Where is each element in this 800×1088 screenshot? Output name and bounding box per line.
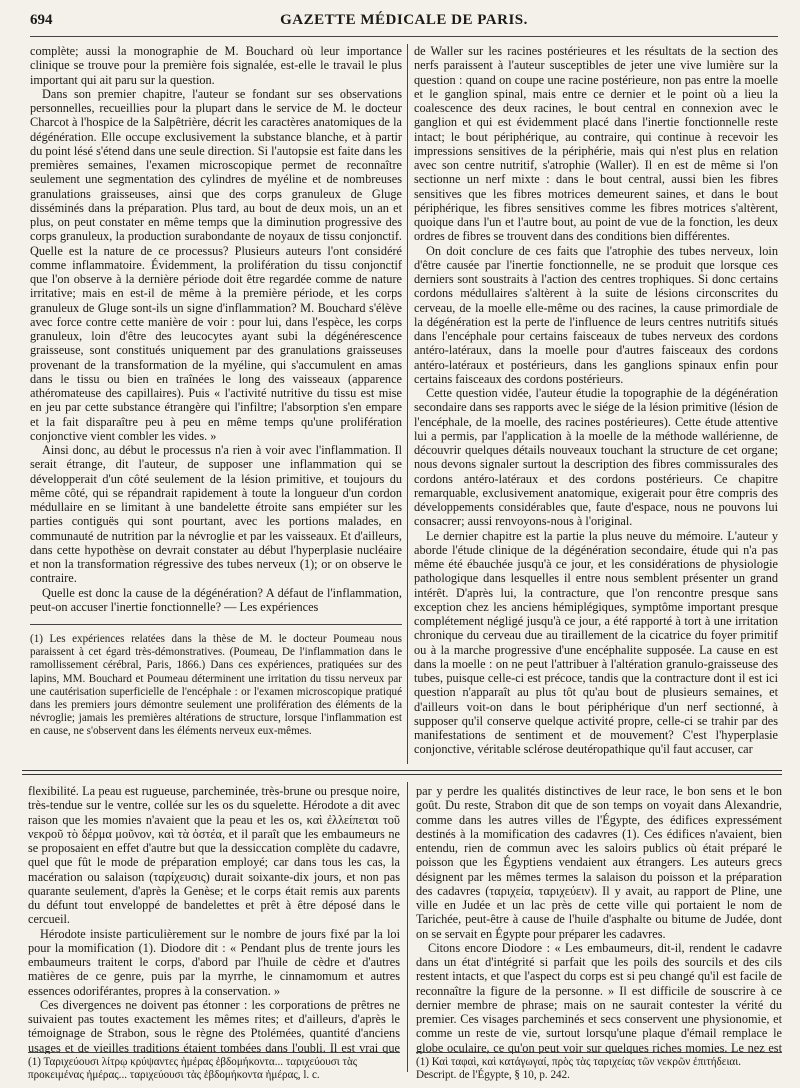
paragraph: Ces divergences ne doivent pas étonner : les corporations de prêtres ne suivaient pas toutes exactement les mêmes rites; et d'ailleurs, d'après le témoignage de Strabon, sous le règne des Ptolémées, quantité d'anciens usages et de vieilles traditions étaient tombées dans l'oubli. Il est vrai que [28, 997, 400, 1054]
article-column-top-left [30, 44, 402, 766]
paragraph: complète; aussi la monographie de M. Bouchard où leur importance clinique se trouve pour la première fois signalée, est-elle le travail le plus important qui ait paru sur la question. [30, 44, 402, 87]
footnote: (1) Les expériences relatées dans la thèse de M. le docteur Poumeau nous paraissent à cet égard très-démonstratives. (Poumeau, De l'inflammation dans le ramollissement cérébral, Paris, 1866.) Dans ces expériences, pratiquées sur des lapins, MM. Bouchard et Poumeau déterminent une irritation du tissu nerveux par une cautérisation superficielle de l'encéphale : or l'examen microscopique pratiqué dans les premiers jours démontre seulement une prolifération des éléments de la névroglie; jamais les premières altérations de structure, lorsque l'inflammation est en cause, ne s'observent dans les éléments nerveux eux-mêmes. [30, 624, 402, 739]
column-divider-bottom [407, 782, 408, 1072]
paragraph: Quelle est donc la cause de la dégénération? A défaut de l'inflammation, peut-on accuser l'inertie fonctionnelle? — Les expériences [30, 585, 402, 614]
paragraph: par y perdre les qualités distinctives de leur race, le bon sens et le bon goût. Du reste, Strabon dit que de son temps on voyait dans Alexandrie, comme dans les autres villes de l'Égypte, des édifices expressément destinés à la momification des cadavres (1). Ces édifices n'avaient, bien entendu, rien de commun avec les saloirs publics où était préparé le poisson que les Égyptiens vendaient aux étrangers. Les auteurs grecs désignent par les mêmes termes la salaison du poisson et la préparation des cadavres (ταριχεία, ταριχεύειν). Il y avait, au rapport de Pline, une ville en Judée et un lac près de cette ville qui portaient le nom de Tarichée, peut-être à cause de l'huile d'asphalte ou bitume de Judée, dont on se servait en Égypte pour préparer les cadavres. [416, 784, 782, 941]
feuilleton-column-right [416, 784, 782, 1054]
page-header [30, 12, 778, 37]
paragraph: flexibilité. La peau est rugueuse, parcheminée, très-brune ou presque noire, très-tendue sur le ventre, collée sur les os du squelette. Hérodote a dit avec raison que les momies n'avaient que la peau et les os, καὶ ἐλλείπεται τοῦ νεκροῦ τὸ δέρμα μοῦνον, καὶ τὰ ὀστέα, et il paraît que les embaumeurs ne se proposaient en effet d'autre but que la dessiccation complète du cadavre, quel que fût le mode de préparation employé; car dans tous les cas, la macération ou salaison (ταρίχευσις) durait soixante-dix jours, et non pas quarante seulement, d'après la Genèse; et le corps était remis aux parents du défunt tout enveloppé de bandelettes et prêt à être déposé dans le cercueil. [28, 784, 400, 927]
paragraph: Ainsi donc, au début le processus n'a rien à voir avec l'inflammation. Il serait étrange, dit l'auteur, de supposer une inflammation qui se développerait d'un côté seulement de la lésion primitive, et toujours du même côté, qui se répandrait rapidement à toute la longueur d'un cordon médullaire en se limitant à une bandelette étroite sans empiéter sur les parties contiguës qui sont pourtant, avec les portions malades, en communauté de nutrition par la névroglie et par les vaisseaux. Et d'ailleurs, dans cette hypothèse on devrait constater au début l'hyperplasie nucléaire et non la transformation régressive des tubes nerveux (1); or on observe le contraire. [30, 443, 402, 586]
paragraph: Le dernier chapitre est la partie la plus neuve du mémoire. L'auteur y aborde l'étude clinique de la dégénération secondaire, étude qui n'a pas même été ébauchée jusqu'à ce jour, et les considérations de physiologie pathologique dans lesquelles il entre nous semblent présenter un grand intérêt. D'après lui, la contracture, que l'on rencontre presque sans exception chez les anciens hémiplégiques, symptôme important presque complétement négligé jusqu'à ce jour, a été rapporté à tort à une irritation chronique du cerveau due au tiraillement de la cicatrice du foyer primitif ou à la marche progressive d'une encéphalite supposée. La cause en est dans la moelle : on ne peut l'attribuer à l'altération granulo-graisseuse des tubes, puisque celle-ci est précoce, tandis que la contracture dont il est ici question n'apparaît au plus tôt qu'au bout de plusieurs semaines, et d'ailleurs voit-on dans le bout périphérique d'un nerf sectionné, à supposer qu'il conserve quelque activité propre, celle-ci se trahir par des manifestations de sentiment et de mouvement? C'est l'hyperplasie conjonctive, véritable sclérose deutéropathique qu'il faut accuser, car [414, 528, 778, 757]
paragraph: Cette question vidée, l'auteur étudie la topographie de la dégénération secondaire dans ses rapports avec le siége de la lésion primitive (lésion de l'encéphale, de la moelle, des racines postérieures). Cette étude attentive lui a permis, par l'application à la moelle de la méthode wallérienne, de découvrir quelques détails nouveaux touchant la structure de cet organe; nous devons signaler surtout la description des fibres commissurales des cordons antéro-latéraux et des cordons postérieurs. Ce chapitre remarquable, exclusivement anatomique, exigerait pour être compris des développements considérables que, faute d'espace, nous ne pouvons lui consacrer; aussi renvoyons-nous à l'original. [414, 386, 778, 529]
footnote-bottom-right: (1) Καὶ ταφαὶ, καὶ κατάγωγαί, πρὸς τὰς ταριχείας τῶν νεκρῶν ἐπιτήδειαι. Descript. de l'Égypte, § 10, p. 242. [416, 1052, 782, 1082]
journal-title: GAZETTE MÉDICALE DE PARIS. [280, 12, 528, 28]
section-divider [22, 770, 782, 775]
paragraph: On doit conclure de ces faits que l'atrophie des tubes nerveux, loin d'être causée par l'inertie fonctionnelle, ne se produit que lorsque ces derniers sont soustraits à l'action des centres trophiques. Si donc certains cordons médullaires s'altèrent à la suite de lésions circonscrites du cerveau, de la moelle elle-même ou des racines, la cause primordiale de la dégénération est la perte de l'influence de leurs centres nutritifs situés dans l'encéphale pour certains faisceaux de tubes nerveux des cordons antéro-latéraux, dans la moelle pour d'autres faisceaux des cordons antéro-latéraux et postérieurs, dans les ganglions spinaux enfin pour certains faisceaux des cordons postérieurs. [414, 243, 778, 386]
article-column-top-right [414, 44, 778, 766]
feuilleton-column-left [28, 784, 400, 1054]
paragraph: Dans son premier chapitre, l'auteur se fondant sur ses observations personnelles, recueillies pour la plupart dans le service de M. le docteur Charcot à l'hospice de la Salpêtrière, décrit les caractères anatomiques de la dégénération. Elle occupe exclusivement la substance blanche, et à partir du point lésé s'étend dans une seule direction. Si l'autopsie est faite dans les premières semaines, l'examen microscopique permet de reconnaître seulement une segmentation des cylindres de myéline et de nombreuses granulations graisseuses, ainsi que des corps granuleux de Gluge disséminés dans la préparation. Plus tard, au bout de deux mois, un an et plus, on peut constater en même temps que la diminution progressive des corps granuleux, la production surabondante de noyaux de tissu conjonctif. Quelle est la nature de ce processus? Plusieurs auteurs l'ont considéré comme inflammatoire. Évidemment, la prolifération du tissu conjonctif que l'on observe à la dernière période doit être regardée comme de nature irritative; mais en est-il de même à la première période, et les corps granuleux de Gluge sont-ils un signe d'inflammation? M. Bouchard s'élève avec force contre cette manière de voir : pour lui, dans l'espèce, les corps granuleux, loin d'être des leucocytes ayant subi la dégénérescence graisseuse, sont constitués uniquement par des granulations graisseuses provenant de la transformation de la myéline, qui s'accumulent en amas dans le tissu ou bien en traînées le long des vaisseaux (apparence athéromateuse des capillaires). Puis « l'activité nutritive du tissu est mise en jeu par cette substance étrangère qui l'infiltre; l'absorption s'en empare et la fait disparaître peu à peu en même temps qu'une prolifération conjonctive vient combler les vides. » [30, 86, 402, 443]
page-number: 694 [30, 12, 53, 28]
footnote-bottom-left: (1) Ταριχεύουσι λίτρῳ κρύψαντες ἡμέρας ἑβδομήκοντα... ταριχεύουσι τὰς προκειμένας ἡμέρας... ταριχεύουσι τὰς ἑβδομήκοντα ἡμέρας, l. c. [28, 1052, 400, 1082]
paragraph: Citons encore Diodore : « Les embaumeurs, dit-il, rendent le cadavre dans un état d'intégrité si parfait que les poils des sourcils et des cils restent intacts, et que l'aspect du corps est si peu changé qu'il est facile de reconnaître la figure de la personne. » Il est difficile de souscrire à ce dernier membre de phrase; mais on ne saurait contester la vérité du premier. Ces visages parcheminés et secs conservent une physionomie, et comme un reste de vie, surtout lorsqu'une plaque d'émail remplace le globe oculaire, ce qu'on peut voir sur quelques riches momies. Le nez est [416, 940, 782, 1054]
column-divider-top [407, 44, 408, 764]
paragraph: de Waller sur les racines postérieures et les résultats de la section des nerfs paraissent à l'auteur susceptibles de jeter une vive lumière sur la question : quand on coupe une racine postérieure, non pas entre la moelle et le ganglion spinal, mais entre ce dernier et le point où a lieu la coalescence des deux racines, le bout central en connexion avec le ganglion et qui est évidemment placé dans l'inertie fonctionnelle reste intact; le bout périphérique, au contraire, qui continue à recevoir les impressions sensitives de la périphérie, mais qui n'est plus en relation avec son centre nutritif, s'atrophie (Waller). Il en est de même si l'on sectionne un nerf mixte : dans le bout central, aussi bien les fibres sensitives que les fibres motrices demeurent saines, et dans le bout périphérique, les fibres sensitives comme les fibres motrices s'altèrent, quoique dans l'un et l'autre bout, au point de vue de la fonction, les deux ordres de fibres se trouvent dans des conditions bien différentes. [414, 44, 778, 244]
paragraph: Hérodote insiste particulièrement sur le nombre de jours fixé par la loi pour la momification (1). Diodore dit : « Pendant plus de trente jours les embaumeurs traitent le corps, d'abord par l'huile de cèdre et d'autres matières de ce genre, puis par la myrrhe, le cinnamomum et autres essences odoriférantes, propres à la conservation. » [28, 926, 400, 998]
